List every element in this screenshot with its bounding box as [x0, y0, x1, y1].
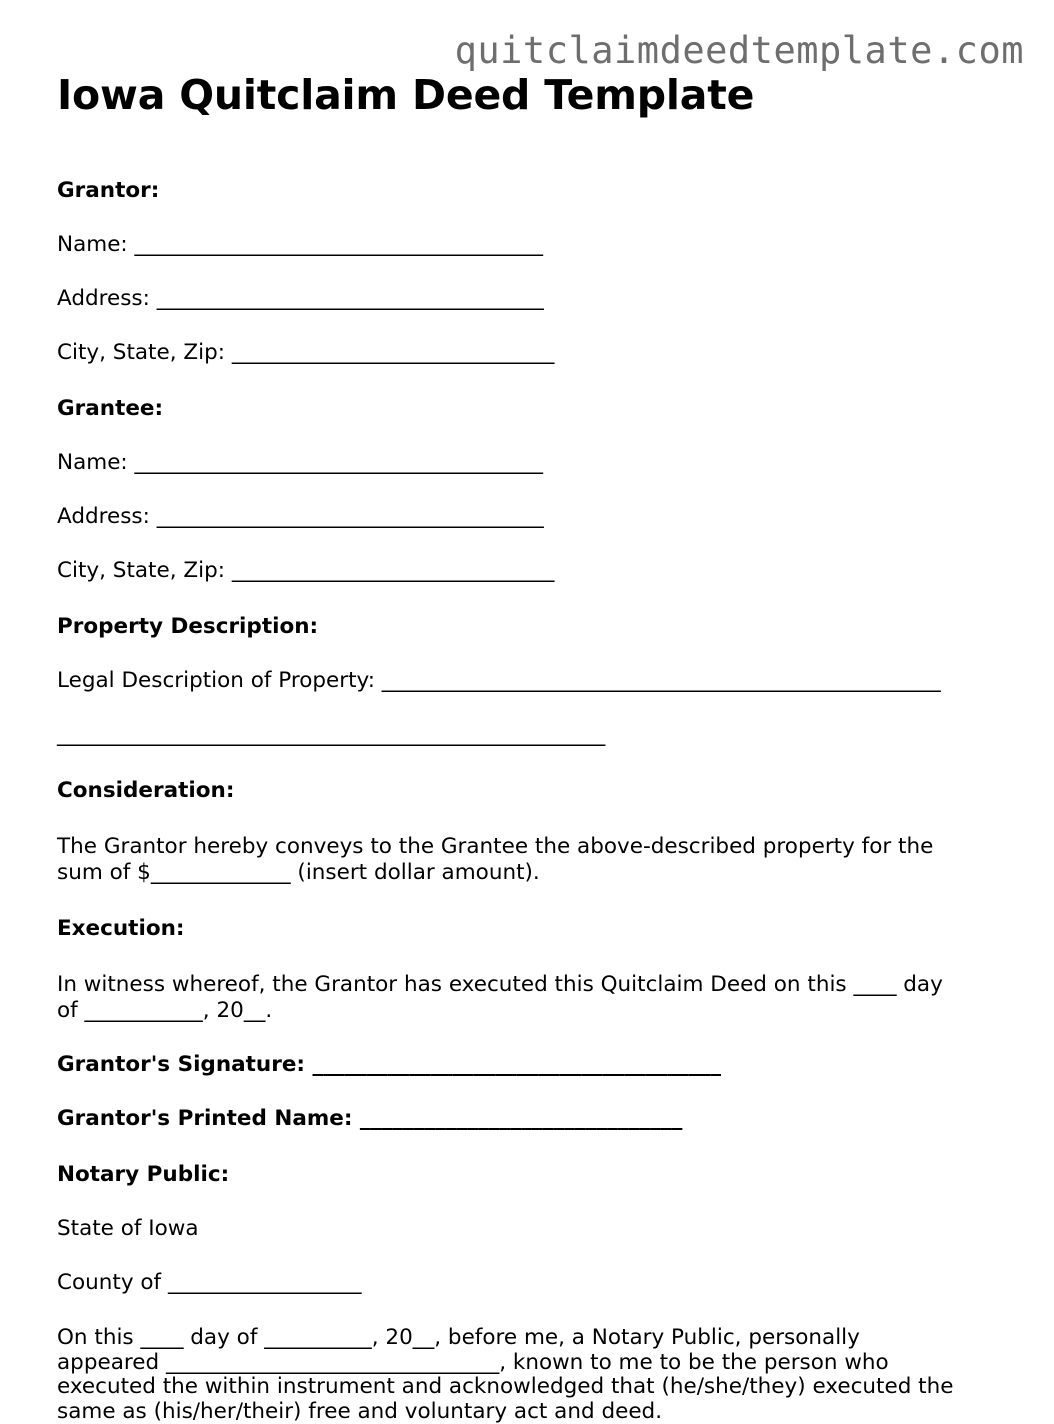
- grantor-name-field[interactable]: Name: ______________________________________: [57, 232, 544, 257]
- page-title: Iowa Quitclaim Deed Template: [57, 71, 755, 119]
- intro-paragraph: [57, 118, 963, 148]
- notary-state-line: State of Iowa: [57, 1216, 199, 1241]
- grantor-printed-name-field[interactable]: Grantor's Printed Name: ______________________________: [57, 1106, 683, 1131]
- property-description-heading: Property Description:: [57, 614, 319, 639]
- document-content: [57, 0, 963, 1424]
- grantor-heading: Grantor:: [57, 178, 160, 203]
- consideration-text[interactable]: The Grantor hereby conveys to the Grantee the above-described property for the sum of $_____________ (insert dollar amount).: [57, 834, 934, 885]
- grantor-address-field[interactable]: Address: ____________________________________: [57, 286, 544, 311]
- execution-text[interactable]: In witness whereof, the Grantor has executed this Quitclaim Deed on this ____ day of ___________, 20__.: [57, 972, 943, 1023]
- notary-public-heading: Notary Public:: [57, 1162, 230, 1187]
- consideration-heading: Consideration:: [57, 778, 235, 803]
- legal-description-field[interactable]: Legal Description of Property: ____________________________________________________: [57, 668, 941, 693]
- grantee-name-field[interactable]: Name: ______________________________________: [57, 450, 544, 475]
- grantor-signature-field[interactable]: Grantor's Signature: ______________________________________: [57, 1052, 721, 1077]
- notary-acknowledgement-text[interactable]: On this ____ day of __________, 20__, before me, a Notary Public, personally appeared _______________________________, known to me to be the person who executed the within instrument and acknowledged that (he/she/they) executed the same as (his/her/their) free and voluntary act and deed.: [57, 1325, 954, 1424]
- execution-heading: Execution:: [57, 916, 185, 941]
- grantor-city-state-zip-field[interactable]: City, State, Zip: ______________________________: [57, 340, 555, 365]
- grantee-heading: Grantee:: [57, 396, 164, 421]
- grantee-city-state-zip-field[interactable]: City, State, Zip: ______________________________: [57, 558, 555, 583]
- legal-description-field-line2[interactable]: ___________________________________________________: [57, 722, 606, 747]
- site-watermark: quitclaimdeedtemplate.com: [454, 29, 1024, 72]
- notary-county-field[interactable]: County of __________________: [57, 1270, 362, 1295]
- grantee-address-field[interactable]: Address: ____________________________________: [57, 504, 544, 529]
